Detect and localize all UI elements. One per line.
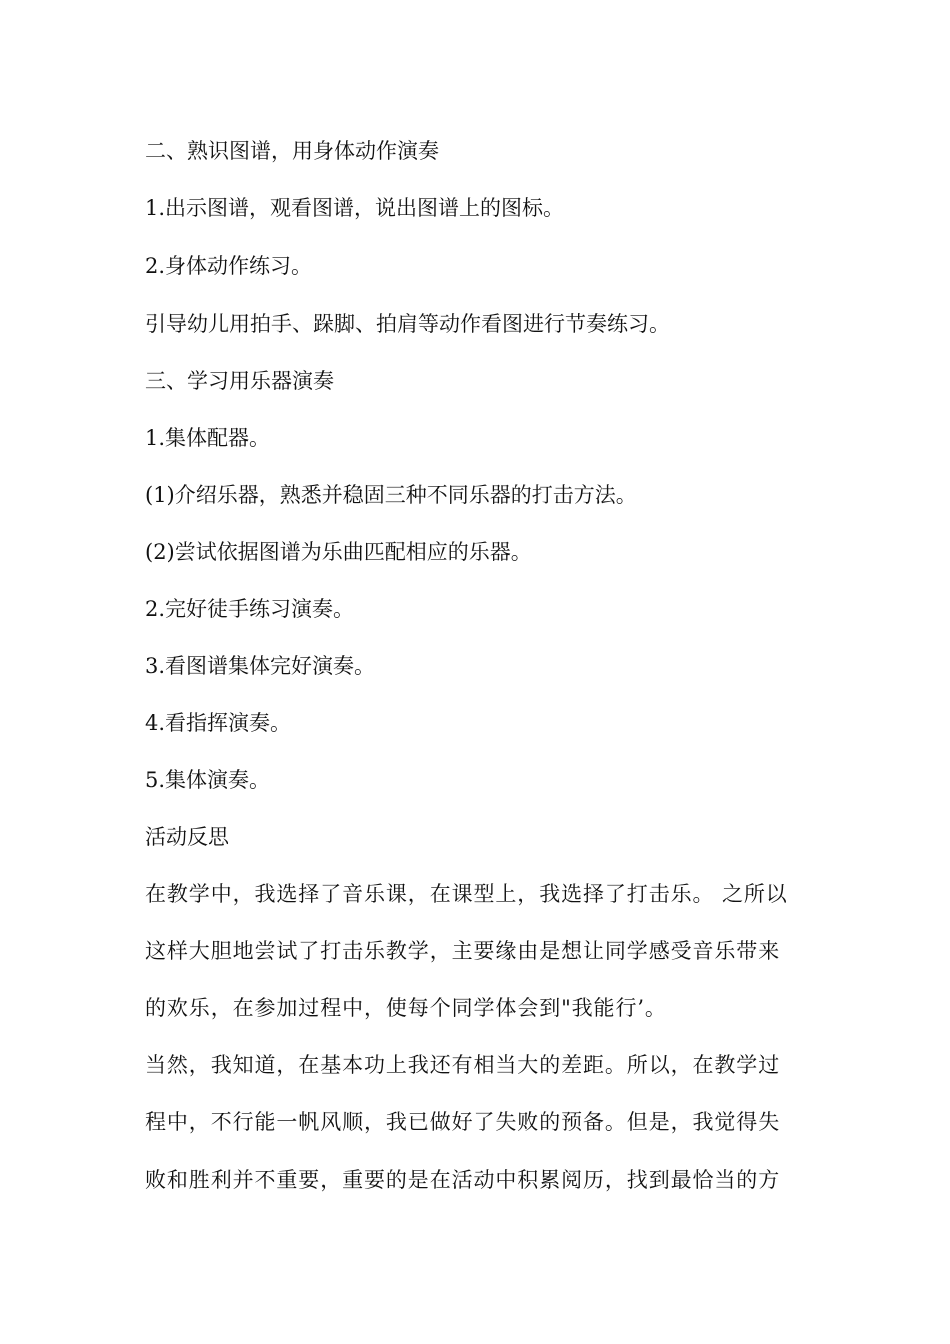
reflection-heading: 活动反思 (145, 825, 229, 849)
sub-step-line: (2)尝试依据图谱为乐曲匹配相应的乐器。 (145, 540, 532, 564)
step-line: 1.出示图谱，观看图谱，说出图谱上的图标。 (145, 196, 565, 220)
section-heading-3: 三、学习用乐器演奏 (145, 369, 334, 393)
instruction-line: 引导幼儿用拍手、跺脚、拍肩等动作看图进行节奏练习。 (145, 312, 670, 336)
step-line: 4.看指挥演奏。 (145, 711, 292, 735)
section-heading-2: 二、熟识图谱，用身体动作演奏 (145, 139, 439, 163)
step-line: 2.完好徒手练习演奏。 (145, 597, 355, 621)
step-line: 1.集体配器。 (145, 426, 271, 450)
step-line: 5.集体演奏。 (145, 768, 271, 792)
step-line: 3.看图谱集体完好演奏。 (145, 654, 376, 678)
paragraph-line: 程中，不行能一帆风顺，我已做好了失败的预备。但是，我觉得失 (145, 1110, 781, 1134)
paragraph-line: 的欢乐，在参加过程中，使每个同学体会到"我能行’。 (145, 996, 667, 1020)
step-line: 2.身体动作练习。 (145, 254, 313, 278)
paragraph-line: 在教学中，我选择了音乐课，在课型上，我选择了打击乐。 之所以 (145, 882, 788, 906)
paragraph-line: 当然，我知道，在基本功上我还有相当大的差距。所以，在教学过 (145, 1053, 781, 1077)
paragraph-line: 这样大胆地尝试了打击乐教学，主要缘由是想让同学感受音乐带来 (145, 939, 781, 963)
sub-step-line: (1)介绍乐器，熟悉并稳固三种不同乐器的打击方法。 (145, 483, 637, 507)
paragraph-line: 败和胜利并不重要，重要的是在活动中积累阅历，找到最恰当的方 (145, 1168, 781, 1192)
